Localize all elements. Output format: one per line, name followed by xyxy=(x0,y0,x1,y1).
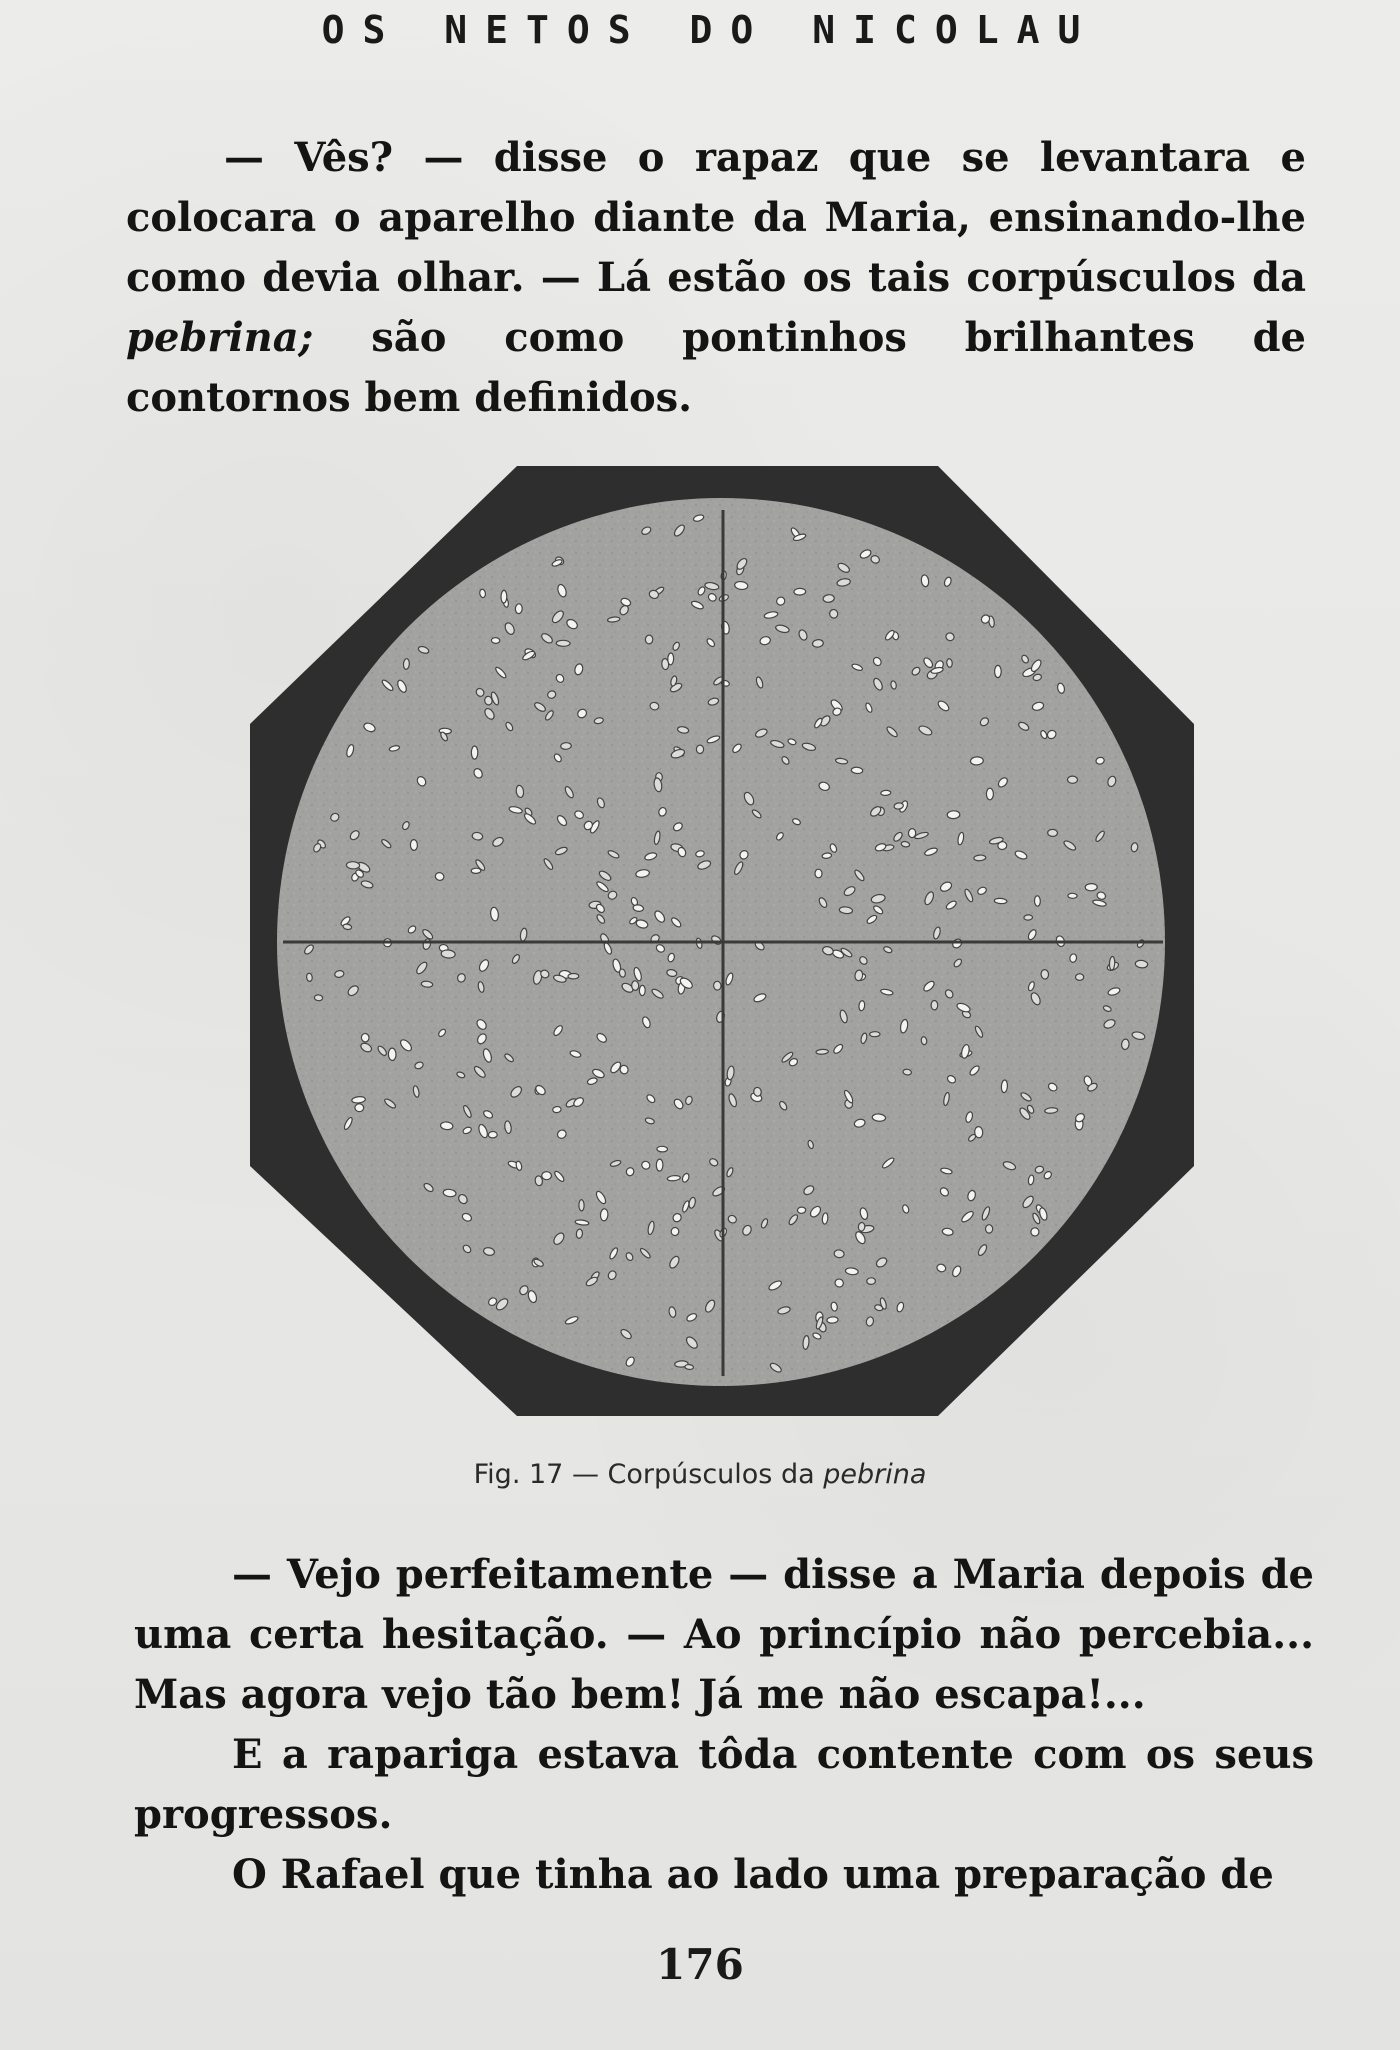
lower-paragraph-block xyxy=(134,1545,1314,1905)
figure-number: Fig. 17 xyxy=(473,1459,564,1490)
paragraph-lower-2: E a rapariga estava tôda contente com os seus progressos. xyxy=(134,1731,1314,1838)
figure-dash: — xyxy=(571,1459,599,1490)
paragraph-upper-emphasis: pebrina; xyxy=(126,314,314,361)
paragraph-lower-3: O Rafael que tinha ao lado uma preparação de xyxy=(232,1851,1274,1898)
microscope-figure xyxy=(250,466,1194,1416)
page-number: 176 xyxy=(656,1940,744,1989)
figure-caption-lead: Corpúsculos da xyxy=(607,1459,815,1490)
paragraph-upper xyxy=(126,128,1306,428)
figure-caption xyxy=(0,1459,1400,1490)
paragraph-lower-1: — Vejo perfeitamente — disse a Maria depois de uma certa hesitação. — Ao princípio não percebia... Mas agora vejo tão bem! Já me não escapa!... xyxy=(134,1551,1314,1718)
figure-caption-emphasis: pebrina xyxy=(823,1459,927,1490)
microscope-illustration xyxy=(250,466,1194,1416)
upper-paragraph-block xyxy=(126,128,1306,428)
paragraph-upper-text: — Vês? — disse o rapaz que se levantara e colocara o aparelho diante da Maria, ensinando-lhe como devia olhar. — Lá estão os tais corpúsculos da xyxy=(126,134,1306,301)
paragraph-upper-tail: são como pontinhos brilhantes de contornos bem definidos. xyxy=(126,314,1306,421)
running-head: OS NETOS DO NICOLAU xyxy=(321,8,1099,52)
